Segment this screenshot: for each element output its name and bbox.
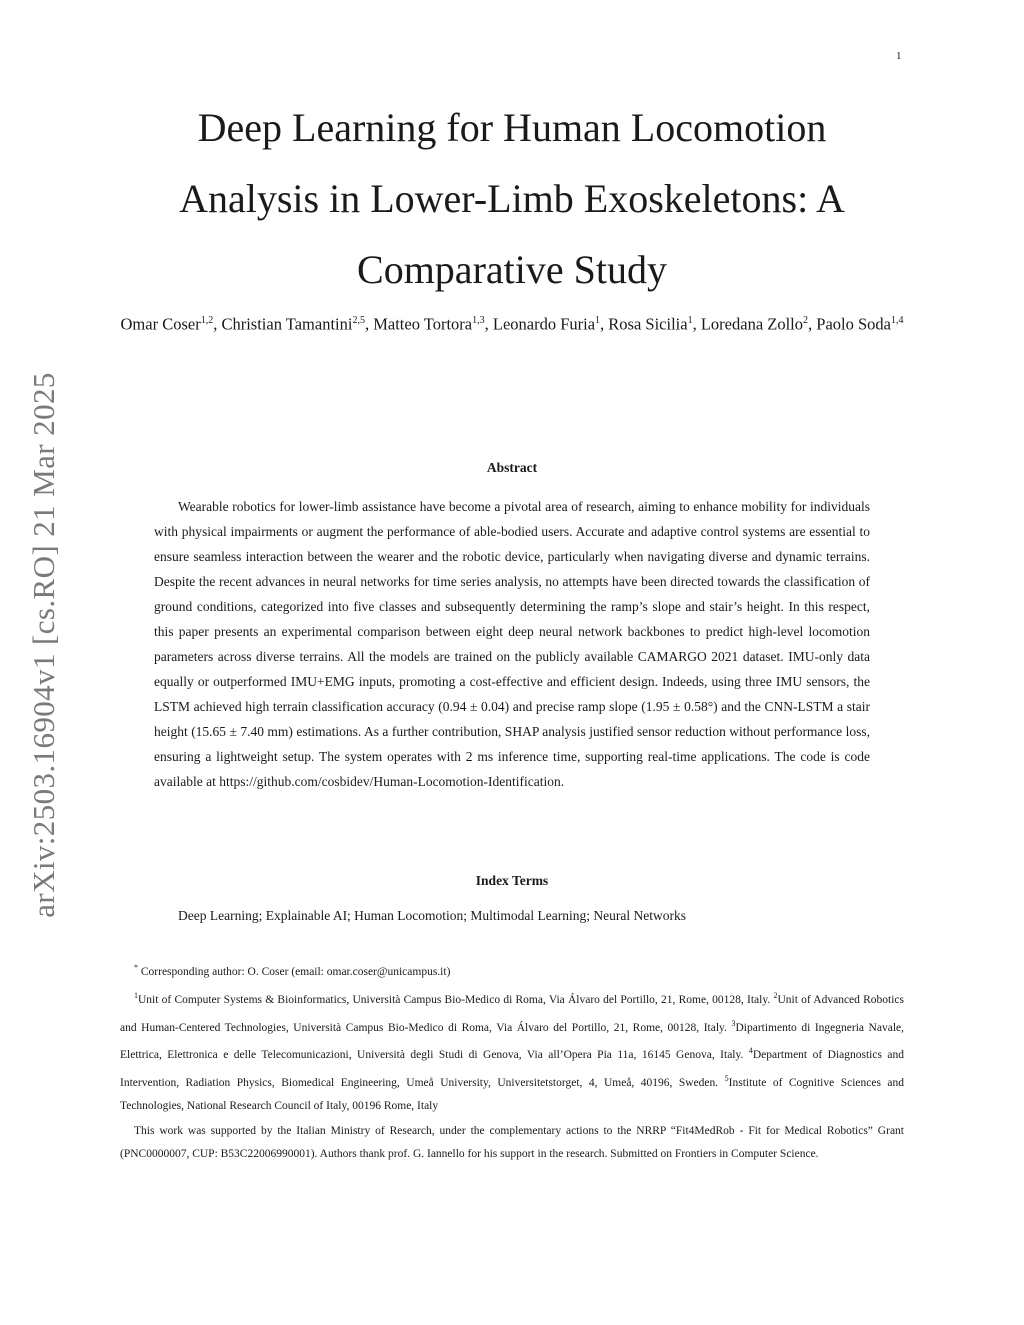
index-terms-text: Deep Learning; Explainable AI; Human Locomotion; Multimodal Learning; Neural Networks [178,908,686,923]
author: Matteo Tortora [373,314,473,334]
arxiv-identifier: arXiv:2503.16904v1 [cs.RO] 21 Mar 2025 [26,372,61,918]
author-affiliation: 2,5 [352,315,365,326]
author-affiliation: 1 [595,315,601,326]
affiliation-text: Dipartimento di Ingegneria Navale, Elettrica, Elettronica e delle Telecomunicazioni, Università degli Studi di Genova, Via all’Opera Pia 11a, 16145 Genova, Italy. [120,1021,904,1062]
corresponding-author-note [120,956,904,984]
affiliations-note [120,984,904,1118]
footnote-mark: * [134,963,138,972]
funding-note: This work was supported by the Italian Ministry of Research, under the complementary actions to the NRRP “Fit4MedRob - Fit for Medical Robotics” Grant (PNC0000007, CUP: B53C22006990001). Authors thank prof. G. Iannello for his support in the research. Submitted on Frontiers in Computer Science. [120,1125,904,1161]
index-terms-heading: Index Terms [475,873,549,888]
corresponding-author-text: Corresponding author: O. Coser (email: omar.coser@unicampus.it) [140,965,451,978]
footnotes [120,956,904,1166]
author: Loredana Zollo [700,314,804,334]
paper-title: Deep Learning for Human Locomotion Analysis in Lower-Limb Exoskeletons: A Comparative Study [179,105,845,292]
author-affiliation: 1,2 [200,315,214,326]
affiliation-number: 3 [731,1018,736,1028]
author-affiliation: 1 [687,315,693,326]
author-affiliation: 1,3 [472,315,485,326]
author: Leonardo Furia [492,314,596,334]
affiliation-text: Unit of Advanced Robotics and Human-Centered Technologies, Università Campus Bio-Medico di Roma, Via Álvaro del Portillo, 21, Rome, 00128, Italy. [120,993,905,1034]
author: Paolo Soda [816,314,891,334]
affiliation-text: Unit of Computer Systems & Bioinformatics, Università Campus Bio-Medico di Roma, Via Álvaro del Portillo, 21, Rome, 00128, Italy. [138,993,771,1006]
affiliation-number: 2 [773,990,778,1000]
author: Omar Coser [120,314,201,334]
author-affiliation: 2 [803,315,809,326]
author: Rosa Sicilia [608,314,688,334]
affiliation-text: Department of Diagnostics and Intervention, Radiation Physics, Biomedical Engineering, Umeå University, Universitetstorget, 4, Umeå, 40196, Sweden. [120,1049,905,1090]
page-number: 1 [896,50,902,62]
author-list: Omar Coser$^{1,2}$, Christian Tamantini$^{2,5}$, Matteo Tortora$^{1,3}$, Leonardo Furia$^1$, Rosa Sicilia$^1$, Loredana Zollo$^2$, Paolo Soda$^{1,4}$ [120,314,904,334]
affiliation-text: Institute of Cognitive Sciences and Technologies, National Research Council of Italy, 00196 Rome, Italy [120,1077,905,1113]
abstract-text: Wearable robotics for lower-limb assistance have become a pivotal area of research, aiming to enhance mobility for individuals with physical impairments or augment the performance of able-bodied users. Accurate and adaptive control systems are essential to ensure seamless interaction between the wearer and the robotic device, particularly when navigating diverse and dynamic terrains. Despite the recent advances in neural networks for time series analysis, no attempts have been directed towards the classification of ground conditions, categorized into five classes and subsequently determining the ramp’s slope and stair’s height. In this respect, this paper presents an experimental comparison between eight deep neural network backbones to predict high-level locomotion parameters across diverse terrains. All the models are trained on the publicly available CAMARGO 2021 dataset. IMU-only data equally or outperformed IMU+EMG inputs, promoting a cost-effective and efficient design. Indeeds, using three IMU sensors, the LSTM achieved high terrain classification accuracy (0.94 ± 0.04) and precise ramp slope (1.95 ± 0.58°) and the CNN-LSTM a stair height (15.65 ± 7.40 mm) estimations. As a further contribution, SHAP analysis justified sensor reduction without performance loss, ensuring a lightweight setup. The system operates with 2 ms inference time, supporting real-time applications. The code is code available at https://github.com/cosbidev/Human-Locomotion-Identification. [154,499,870,789]
author: Christian Tamantini [221,314,353,334]
author-affiliation: 1,4 [890,315,904,326]
abstract-heading: Abstract [486,460,538,475]
affiliation-number: 5 [724,1074,729,1084]
affiliation-number: 1 [134,990,138,1000]
affiliation-number: 4 [748,1046,753,1056]
